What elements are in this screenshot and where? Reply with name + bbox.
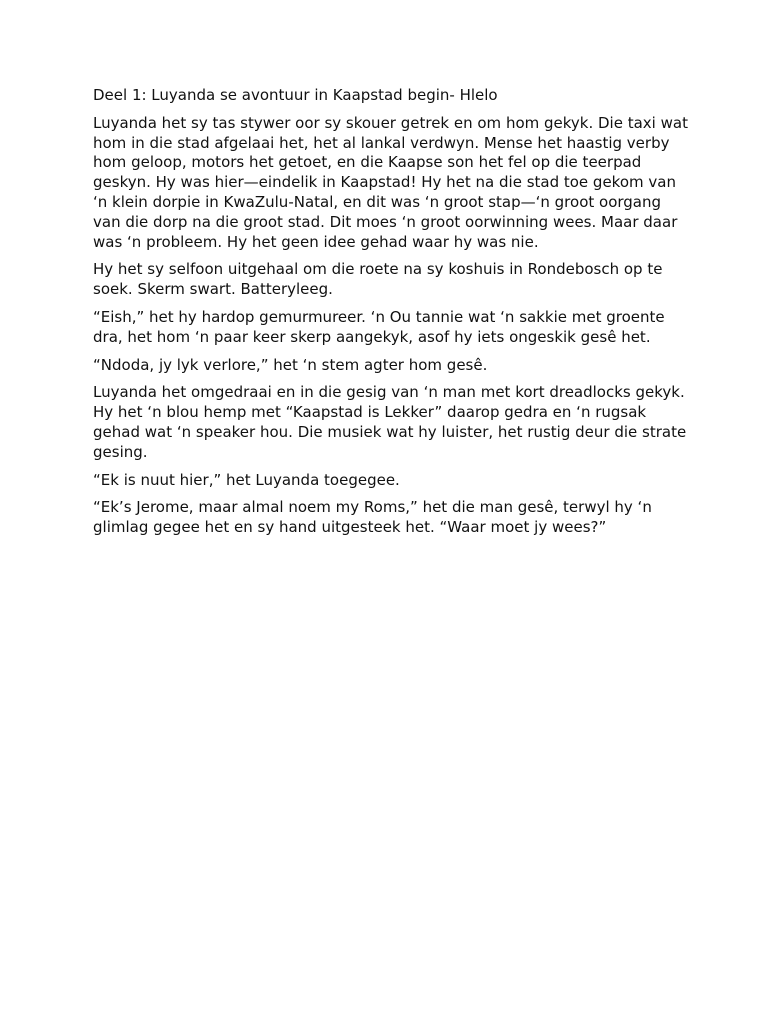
document-page (93, 86, 693, 546)
paragraph-7: “Ek’s Jerome, maar almal noem my Roms,” het die man gesê, terwyl hy ‘n glimlag gegee het en sy hand uitgesteek het. “Waar moet jy wees?” (93, 498, 652, 537)
paragraph-4: “Ndoda, jy lyk verlore,” het ‘n stem agter hom gesê. (93, 355, 488, 374)
document-title: Deel 1: Luyanda se avontuur in Kaapstad begin- Hlelo (93, 86, 498, 104)
paragraph-2: Hy het sy selfoon uitgehaal om die roete na sy koshuis in Rondebosch op te soek. Skerm swart. Batteryleeg. (93, 260, 663, 299)
paragraph-1: Luyanda het sy tas stywer oor sy skouer getrek en om hom gekyk. Die taxi wat hom in die stad afgelaai het, het al lankal verdwyn. Mense het haastig verby hom geloop, motors het getoet, en die Kaapse son het fel op die teerpad geskyn. Hy was hier—eindelik in Kaapstad! Hy het na die stad toe gekom van ‘n klein dorpie in KwaZulu-Natal, en dit was ‘n groot stap—‘n groot oorgang van die dorp na die groot stad. Dit moes ‘n groot oorwinning wees. Maar daar was ‘n probleem. Hy het geen idee gehad waar hy was nie. (93, 113, 688, 251)
paragraph-5: Luyanda het omgedraai en in die gesig van ‘n man met kort dreadlocks gekyk. Hy het ‘n blou hemp met “Kaapstad is Lekker” daarop gedra en ‘n rugsak gehad wat ‘n speaker hou. Die musiek wat hy luister, het rustig deur die strate gesing. (93, 383, 687, 461)
paragraph-6: “Ek is nuut hier,” het Luyanda toegegee. (93, 470, 400, 489)
paragraph-3: “Eish,” het hy hardop gemurmureer. ‘n Ou tannie wat ‘n sakkie met groente dra, het hom ‘n paar keer skerp aangekyk, asof hy iets ongeskik gesê het. (93, 307, 665, 346)
